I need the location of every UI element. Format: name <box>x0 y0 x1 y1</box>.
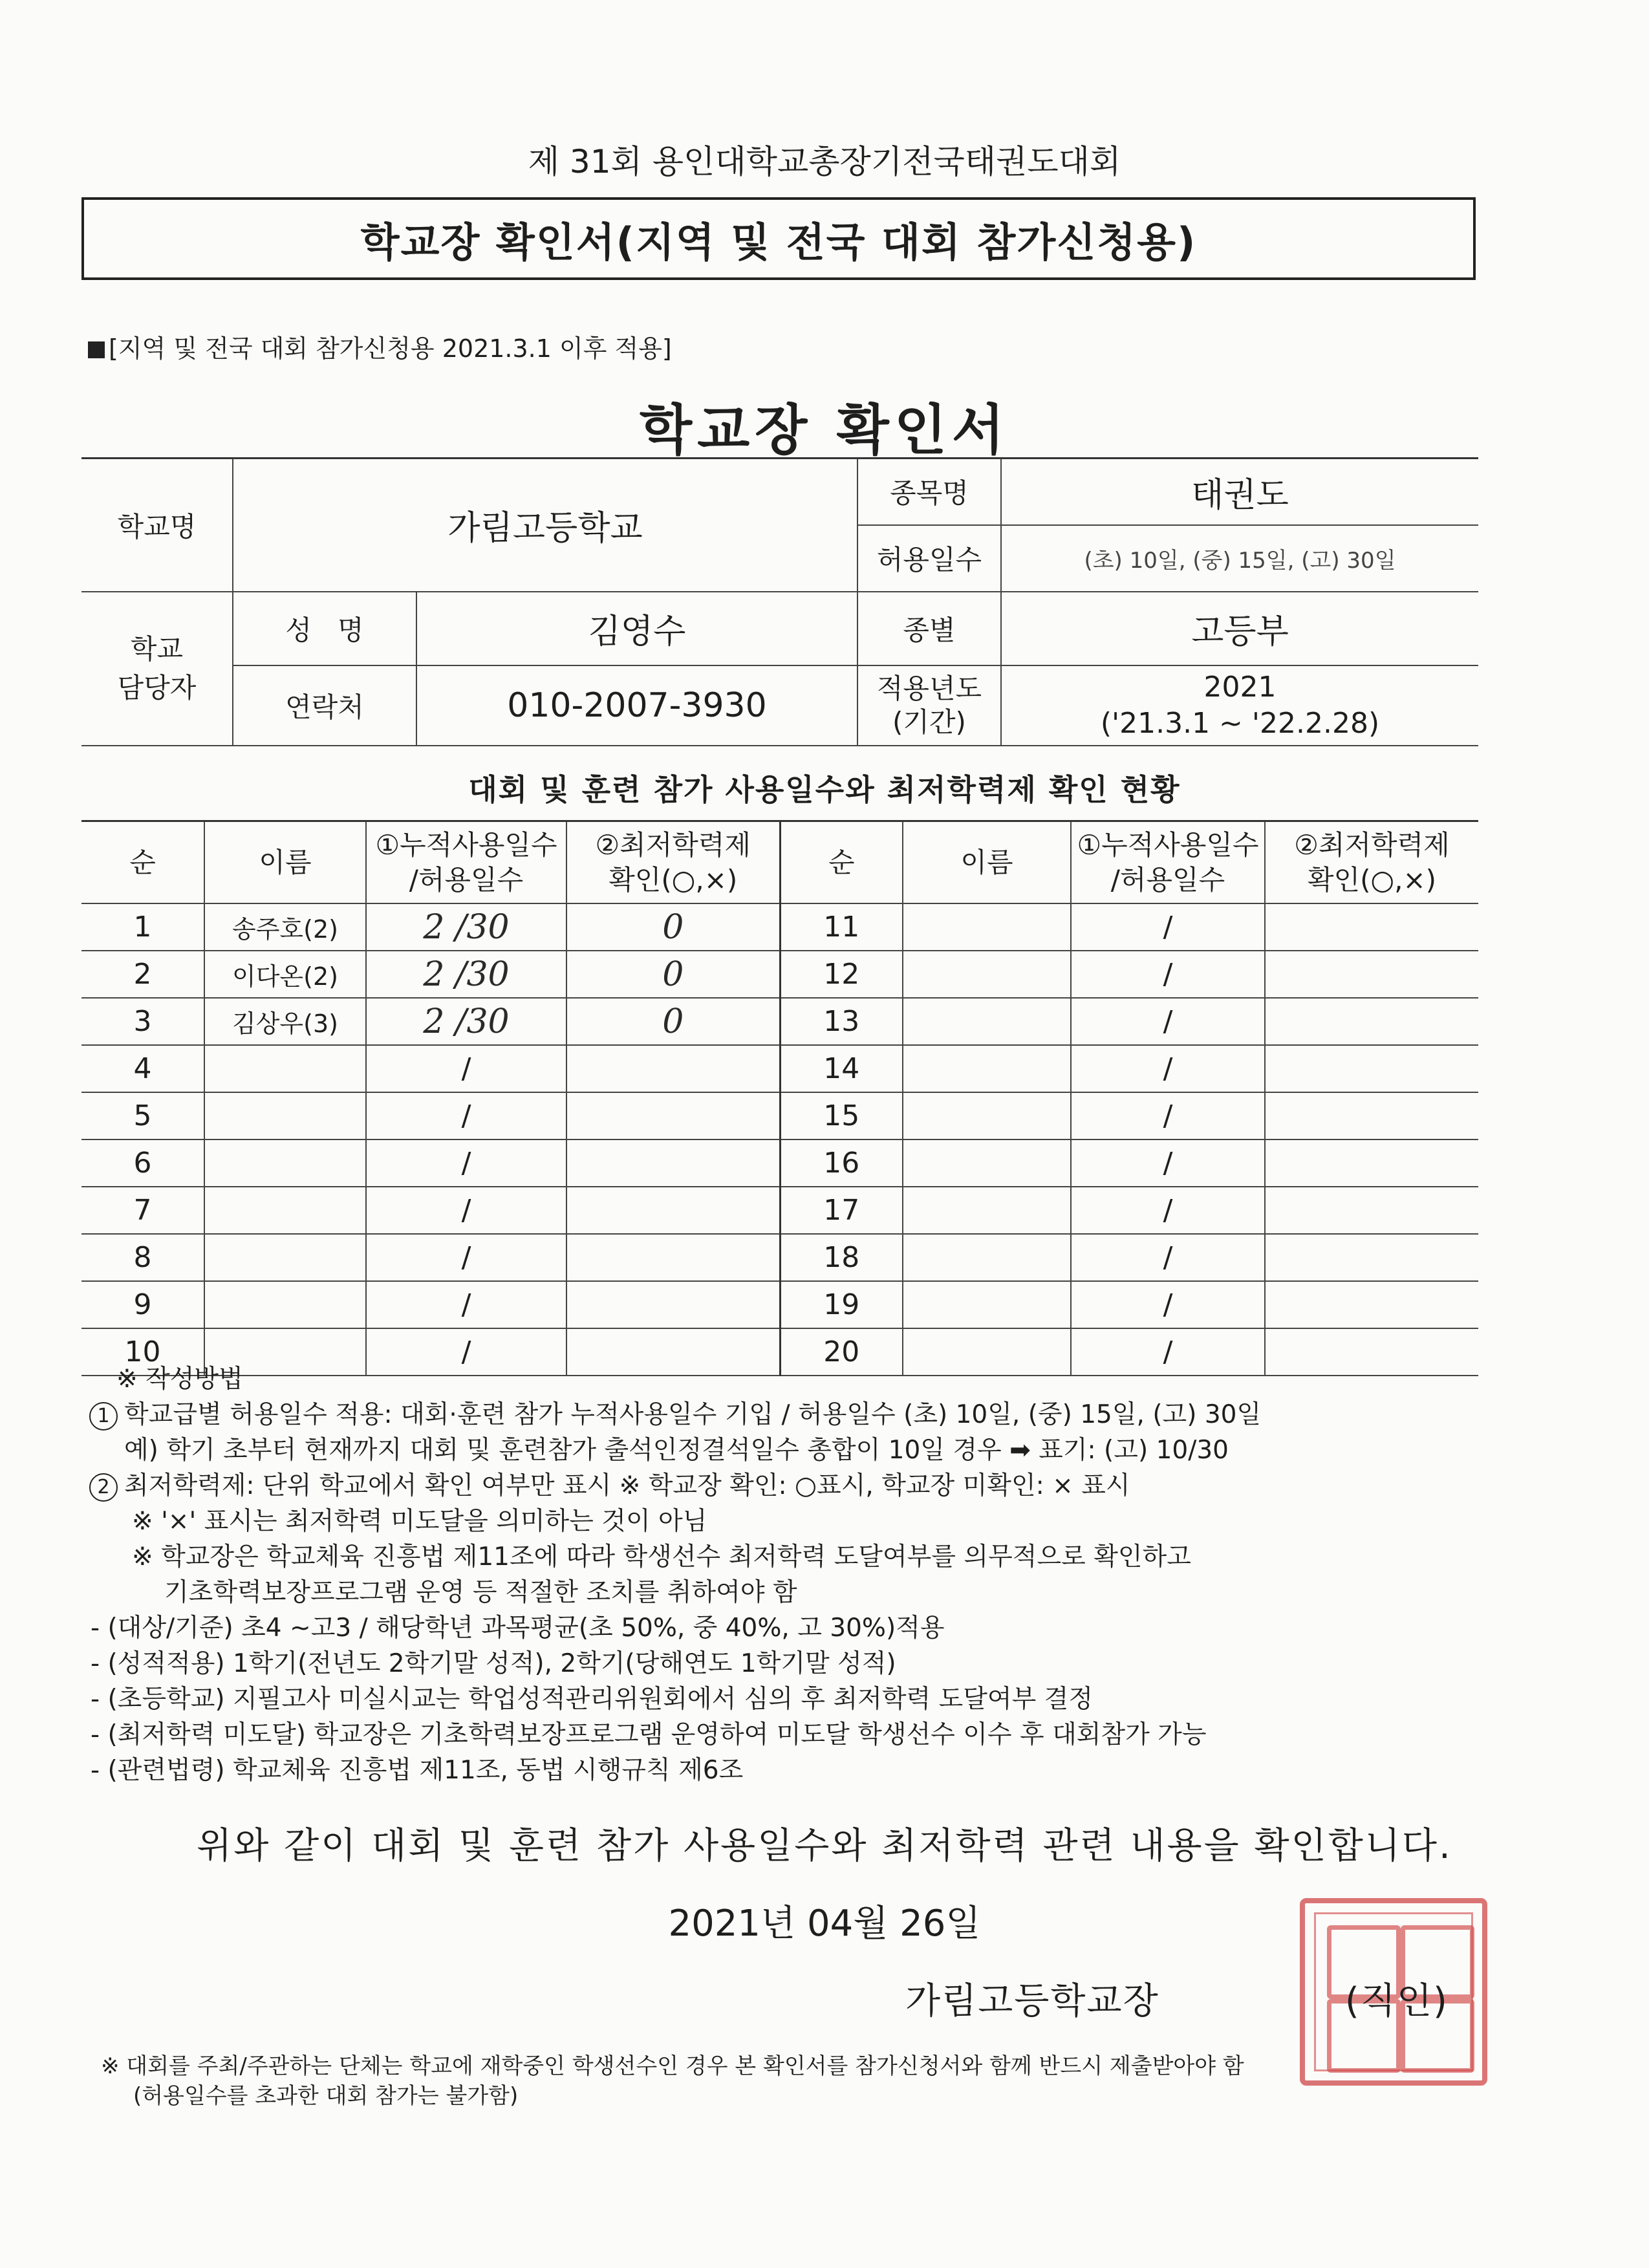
col-header-no: 순 <box>81 821 204 904</box>
row-number: 13 <box>780 998 903 1045</box>
col-header-name-right: 이름 <box>903 821 1071 904</box>
col-header-days-right <box>1071 821 1265 904</box>
row-number: 20 <box>780 1328 903 1376</box>
allowed-days-label: 허용일수 <box>857 525 1001 592</box>
allowed-days-value: (초) 10일, (중) 15일, (고) 30일 <box>1001 525 1478 592</box>
school-name: 가림고등학교 <box>233 459 857 592</box>
circled-2-icon: 2 <box>89 1473 118 1502</box>
row-number: 2 <box>81 951 204 998</box>
student-name <box>204 1092 366 1139</box>
days-used: / <box>1071 1187 1265 1234</box>
manager-label-line1: 학교 <box>130 632 184 665</box>
days-used: / <box>366 1187 566 1234</box>
confirmation-date: 2021년 04월 26일 <box>668 1903 981 1945</box>
academic-check <box>1265 1328 1478 1376</box>
notes-title: ※ 작성방법 <box>116 1365 243 1394</box>
period-text: ('21.3.1 ~ '22.2.28) <box>1100 706 1380 740</box>
student-name <box>204 1281 366 1328</box>
note-bullet-1: - (대상/기준) 초4 ~고3 / 해당학년 과목평균(초 50%, 중 40%, 고 30%)적용 <box>91 1614 945 1643</box>
academic-check <box>1265 1092 1478 1139</box>
student-name <box>903 1187 1071 1234</box>
days-used: / <box>1071 1281 1265 1328</box>
row-number: 9 <box>81 1281 204 1328</box>
manager-label <box>81 592 233 746</box>
col-header-days-line1: ①누적사용일수 <box>375 828 557 861</box>
note-2a: ※ '×' 표시는 최저학력 미도달을 의미하는 것이 아님 <box>132 1507 707 1536</box>
table-row <box>81 1139 1478 1187</box>
note-bullet-4: - (최저학력 미도달) 학교장은 기초학력보장프로그램 운영하여 미도달 학생선수 이수 후 대회참가 가능 <box>91 1720 1207 1749</box>
confirmation-statement: 위와 같이 대회 및 훈련 참가 사용일수와 최저학력 관련 내용을 확인합니다. <box>197 1825 1452 1867</box>
academic-check <box>1265 1187 1478 1234</box>
manager-name: 김영수 <box>416 592 857 665</box>
student-name <box>903 1281 1071 1328</box>
year-label-line2: (기간) <box>892 706 966 738</box>
year-label <box>857 665 1001 746</box>
academic-check <box>566 1045 780 1092</box>
note-2-text: 최저학력제: 단위 학교에서 확인 여부만 표시 ※ 학교장 확인: ○표시, 학교장 미확인: × 표시 <box>124 1471 1130 1500</box>
event-title: 제 31회 용인대학교총장기전국태권도대회 <box>528 143 1121 180</box>
academic-check <box>566 1187 780 1234</box>
days-used: / <box>1071 903 1265 951</box>
student-name: 이다온(2) <box>204 951 366 998</box>
division-value: 고등부 <box>1001 592 1478 665</box>
academic-check <box>1265 1139 1478 1187</box>
banner-title: 학교장 확인서(지역 및 전국 대회 참가신청용) <box>81 197 1476 280</box>
note-1-example: 예) 학기 초부터 현재까지 대회 및 훈련참가 출석인정결석일수 총합이 10일 경우 ➡ 표기: (고) 10/30 <box>124 1436 1229 1465</box>
student-name <box>903 1139 1071 1187</box>
note-2b: ※ 학교장은 학교체육 진흥법 제11조에 따라 학생선수 최저학력 도달여부를 의무적으로 확인하고 <box>132 1542 1191 1571</box>
academic-check <box>566 1281 780 1328</box>
student-name <box>903 951 1071 998</box>
row-number: 5 <box>81 1092 204 1139</box>
col-header-no-right: 순 <box>780 821 903 904</box>
col-header-check <box>566 821 780 904</box>
days-used: / <box>366 1328 566 1376</box>
student-name <box>903 1045 1071 1092</box>
row-number: 1 <box>81 903 204 951</box>
note-bullet-5: - (관련법령) 학교체육 진흥법 제11조, 동법 시행규칙 제6조 <box>91 1756 744 1785</box>
row-number: 17 <box>780 1187 903 1234</box>
days-used: / <box>1071 1045 1265 1092</box>
days-used: / <box>366 1092 566 1139</box>
status-heading: 대회 및 훈련 참가 사용일수와 최저학력제 확인 현황 <box>468 772 1181 807</box>
row-number: 10 <box>81 1328 204 1376</box>
division-label: 종별 <box>857 592 1001 665</box>
table-row <box>81 903 1478 951</box>
seal-mark-text: (직인) <box>1345 1980 1449 2022</box>
col-header-check-right-line2: 확인(○,×) <box>1307 863 1437 896</box>
year-text: 2021 <box>1203 670 1277 704</box>
col-header-check-right-line1: ②최저학력제 <box>1294 828 1450 861</box>
col-header-check-line2: 확인(○,×) <box>609 863 738 896</box>
note-bullet-2: - (성적적용) 1학기(전년도 2학기말 성적), 2학기(당해연도 1학기말 성적) <box>91 1649 896 1678</box>
days-used: 2 /30 <box>366 951 566 998</box>
note-bullet-3: - (초등학교) 지필고사 미실시교는 학업성적관리위원회에서 심의 후 최저학력 도달여부 결정 <box>91 1685 1094 1714</box>
row-number: 4 <box>81 1045 204 1092</box>
academic-check <box>566 1092 780 1139</box>
table-row <box>81 1092 1478 1139</box>
academic-check <box>1265 1045 1478 1092</box>
school-label: 학교명 <box>81 459 233 592</box>
row-number: 3 <box>81 998 204 1045</box>
days-used: / <box>366 1234 566 1281</box>
student-name: 송주호(2) <box>204 903 366 951</box>
days-used: / <box>1071 998 1265 1045</box>
days-used: / <box>1071 951 1265 998</box>
row-number: 11 <box>780 903 903 951</box>
note-1-text: 학교급별 허용일수 적용: 대회·훈련 참가 누적사용일수 기입 / 허용일수 (초) 10일, (중) 15일, (고) 30일 <box>124 1400 1262 1429</box>
student-name <box>903 998 1071 1045</box>
year-value <box>1001 665 1478 746</box>
status-table <box>81 820 1478 1376</box>
student-name <box>204 1234 366 1281</box>
days-used: 2 /30 <box>366 903 566 951</box>
row-number: 15 <box>780 1092 903 1139</box>
col-header-days-right-line1: ①누적사용일수 <box>1077 828 1259 861</box>
footer-line-1: ※ 대회를 주최/주관하는 단체는 학교에 재학중인 학생선수인 경우 본 확인서를 참가신청서와 함께 반드시 제출받아야 함 <box>101 2053 1244 2079</box>
note-1 <box>89 1399 1261 1434</box>
footer-line-2: (허용일수를 초과한 대회 참가는 불가함) <box>133 2083 519 2109</box>
row-number: 8 <box>81 1234 204 1281</box>
writing-instructions <box>91 1363 1262 1790</box>
academic-check <box>1265 903 1478 951</box>
student-name <box>204 1187 366 1234</box>
table-row <box>81 1234 1478 1281</box>
days-used: / <box>366 1281 566 1328</box>
year-label-line1: 적용년도 <box>876 672 982 704</box>
days-used: / <box>366 1045 566 1092</box>
academic-check <box>1265 1234 1478 1281</box>
event-label: 종목명 <box>857 459 1001 525</box>
student-name: 김상우(3) <box>204 998 366 1045</box>
academic-check <box>1265 1281 1478 1328</box>
academic-check: 0 <box>566 951 780 998</box>
days-used: / <box>1071 1139 1265 1187</box>
form-note-text: [지역 및 전국 대회 참가신청용 2021.3.1 이후 적용] <box>109 334 672 363</box>
academic-check <box>566 1139 780 1187</box>
status-table-body <box>81 903 1478 1376</box>
row-number: 16 <box>780 1139 903 1187</box>
academic-check <box>1265 998 1478 1045</box>
table-row <box>81 1045 1478 1092</box>
principal-name: 가림고등학교장 <box>905 1980 1159 2022</box>
row-number: 6 <box>81 1139 204 1187</box>
row-number: 14 <box>780 1045 903 1092</box>
student-name <box>903 903 1071 951</box>
circled-1-icon: 1 <box>89 1402 118 1431</box>
days-used: / <box>1071 1092 1265 1139</box>
days-used: / <box>366 1139 566 1187</box>
name-label: 성 명 <box>233 592 416 665</box>
contact-value: 010-2007-3930 <box>416 665 857 746</box>
col-header-days-line2: /허용일수 <box>409 863 524 896</box>
footer-note <box>101 2051 1244 2111</box>
form-note <box>88 329 672 364</box>
academic-check: 0 <box>566 998 780 1045</box>
student-name <box>903 1092 1071 1139</box>
contact-label: 연락처 <box>233 665 416 746</box>
student-name <box>204 1045 366 1092</box>
academic-check <box>566 1234 780 1281</box>
col-header-name: 이름 <box>204 821 366 904</box>
event-value: 태권도 <box>1001 459 1478 525</box>
manager-label-line2: 담당자 <box>117 671 197 704</box>
table-row <box>81 1281 1478 1328</box>
note-2 <box>89 1470 1261 1506</box>
col-header-days-right-line2: /허용일수 <box>1110 863 1225 896</box>
row-number: 18 <box>780 1234 903 1281</box>
note-2c: 기초학력보장프로그램 운영 등 적절한 조치를 취하여야 함 <box>164 1578 797 1607</box>
days-used: / <box>1071 1328 1265 1376</box>
table-row <box>81 951 1478 998</box>
student-name <box>903 1234 1071 1281</box>
days-used: / <box>1071 1234 1265 1281</box>
row-number: 7 <box>81 1187 204 1234</box>
col-header-check-line1: ②최저학력제 <box>595 828 751 861</box>
academic-check <box>1265 951 1478 998</box>
row-number: 12 <box>780 951 903 998</box>
square-bullet-icon <box>88 341 105 358</box>
table-row <box>81 1187 1478 1234</box>
row-number: 19 <box>780 1281 903 1328</box>
col-header-days <box>366 821 566 904</box>
col-header-check-right <box>1265 821 1478 904</box>
info-table <box>81 457 1478 746</box>
document-title: 학교장 확인서 <box>639 398 1010 462</box>
table-row <box>81 998 1478 1045</box>
student-name <box>204 1139 366 1187</box>
academic-check: 0 <box>566 903 780 951</box>
days-used: 2 /30 <box>366 998 566 1045</box>
